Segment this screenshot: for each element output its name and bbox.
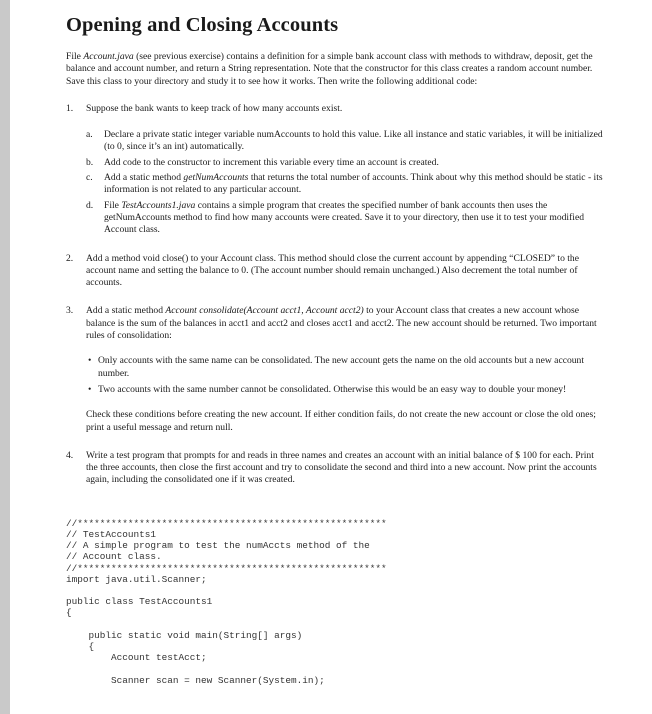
code-line: // A simple program to test the numAccts method of the <box>66 540 370 552</box>
question-number: 3. <box>66 305 74 317</box>
question-text: Suppose the bank wants to keep track of how many accounts exist. <box>86 102 343 114</box>
method-name: getNumAccounts <box>183 172 249 184</box>
bullet-item: • Two accounts with the same number cannot be consolidated. Otherwise this would be an easy way to double your money! <box>88 383 567 395</box>
question-number: 2. <box>66 252 74 264</box>
code-line: { <box>66 640 95 652</box>
subitem-label: c. <box>86 172 93 184</box>
code-line: public static void main(String[] args) <box>66 629 303 641</box>
code-line: //******************************************************* <box>66 517 387 529</box>
subitem-label: a. <box>86 129 93 141</box>
file-name: TestAccounts1.java <box>121 199 196 211</box>
question-4 <box>66 450 606 487</box>
page-title: Opening and Closing Accounts <box>66 14 339 36</box>
code-line: Scanner scan = new Scanner(System.in); <box>66 674 325 686</box>
question-1 <box>66 103 606 115</box>
intro-paragraph: File Account.java (see previous exercise) contains a definition for a simple bank account class with methods to withdraw, deposit, get the balance and account number, and return a String representation. Note that the constructor for this class creates a random account number. Save this class to your directory and study it to see how it works. Then write the following additional code: <box>66 51 593 87</box>
question-text: Add a method void close() to your Account class. This method should close the current account by appending “CLOSED” to the account name and setting the balance to 0. (The account number should remain unchanged.) Also decrement the total number of accounts. <box>86 252 579 289</box>
subitem-a <box>86 129 606 154</box>
left-margin-bar <box>0 0 10 714</box>
question-3 <box>66 305 606 342</box>
bullet-item: • Only accounts with the same name can be consolidated. The new account gets the name on the old accounts but a new account number. <box>88 355 585 379</box>
bullet-icon: • <box>88 383 92 395</box>
code-line: //******************************************************* <box>66 562 387 574</box>
code-line <box>66 585 606 596</box>
file-name: Account.java <box>83 51 134 62</box>
document-page <box>66 14 606 686</box>
subitem-d <box>86 200 606 237</box>
question-text: Add a static method Account consolidate(Account acct1, Account acct2) to your Account class that creates a new account whose balance is the sum of the balances in acct1 and acct2 and closes acct1 and acct2. The new account should be returned. Two important rules of consolidation: <box>86 305 597 342</box>
code-line: Account testAcct; <box>66 652 207 664</box>
question-2 <box>66 253 606 290</box>
code-line <box>66 619 606 630</box>
subitem-text: Add a static method getNumAccounts that returns the total number of accounts. Think about why this method should be static - its information is not related to any particular account. <box>104 172 603 196</box>
subitem-text: Declare a private static integer variable numAccounts to hold this value. Like all instance and static variables, it will be initialized (to 0, since it’s an int) automatically. <box>104 129 603 153</box>
question-number: 1. <box>66 102 74 114</box>
subitem-b <box>86 157 606 169</box>
method-signature: Account consolidate(Account acct1, Account acct2) <box>165 305 364 317</box>
subitem-text: File TestAccounts1.java contains a simple program that creates the specified number of bank accounts then uses the getNumAccounts method to find how many accounts were created. Save it to your directory, then use it to test your modified Account class. <box>104 199 585 236</box>
subitem-text: Add code to the constructor to increment this variable every time an account is created. <box>104 156 439 168</box>
code-line: // Account class. <box>66 551 162 563</box>
subitem-label: b. <box>86 156 94 168</box>
question-number: 4. <box>66 449 74 461</box>
code-line: { <box>66 607 72 619</box>
question-text: Write a test program that prompts for and reads in three names and creates an account with an initial balance of $ 100 for each. Print the three accounts, then close the first account and try to consolidate the second and third into a new account. Now print the accounts again, including the consolidated one if it was created. <box>86 449 597 486</box>
bullet-icon: • <box>88 355 92 367</box>
code-line <box>66 663 606 674</box>
code-line: // TestAccounts1 <box>66 528 157 540</box>
subitem-c <box>86 172 606 197</box>
code-line: import java.util.Scanner; <box>66 573 207 585</box>
subitem-label: d. <box>86 199 94 211</box>
code-line: public class TestAccounts1 <box>66 596 213 608</box>
code-listing <box>66 518 606 686</box>
check-conditions-paragraph: Check these conditions before creating the new account. If either condition fails, do not create the new account or close the old ones; print a useful message and return null. <box>86 409 596 433</box>
